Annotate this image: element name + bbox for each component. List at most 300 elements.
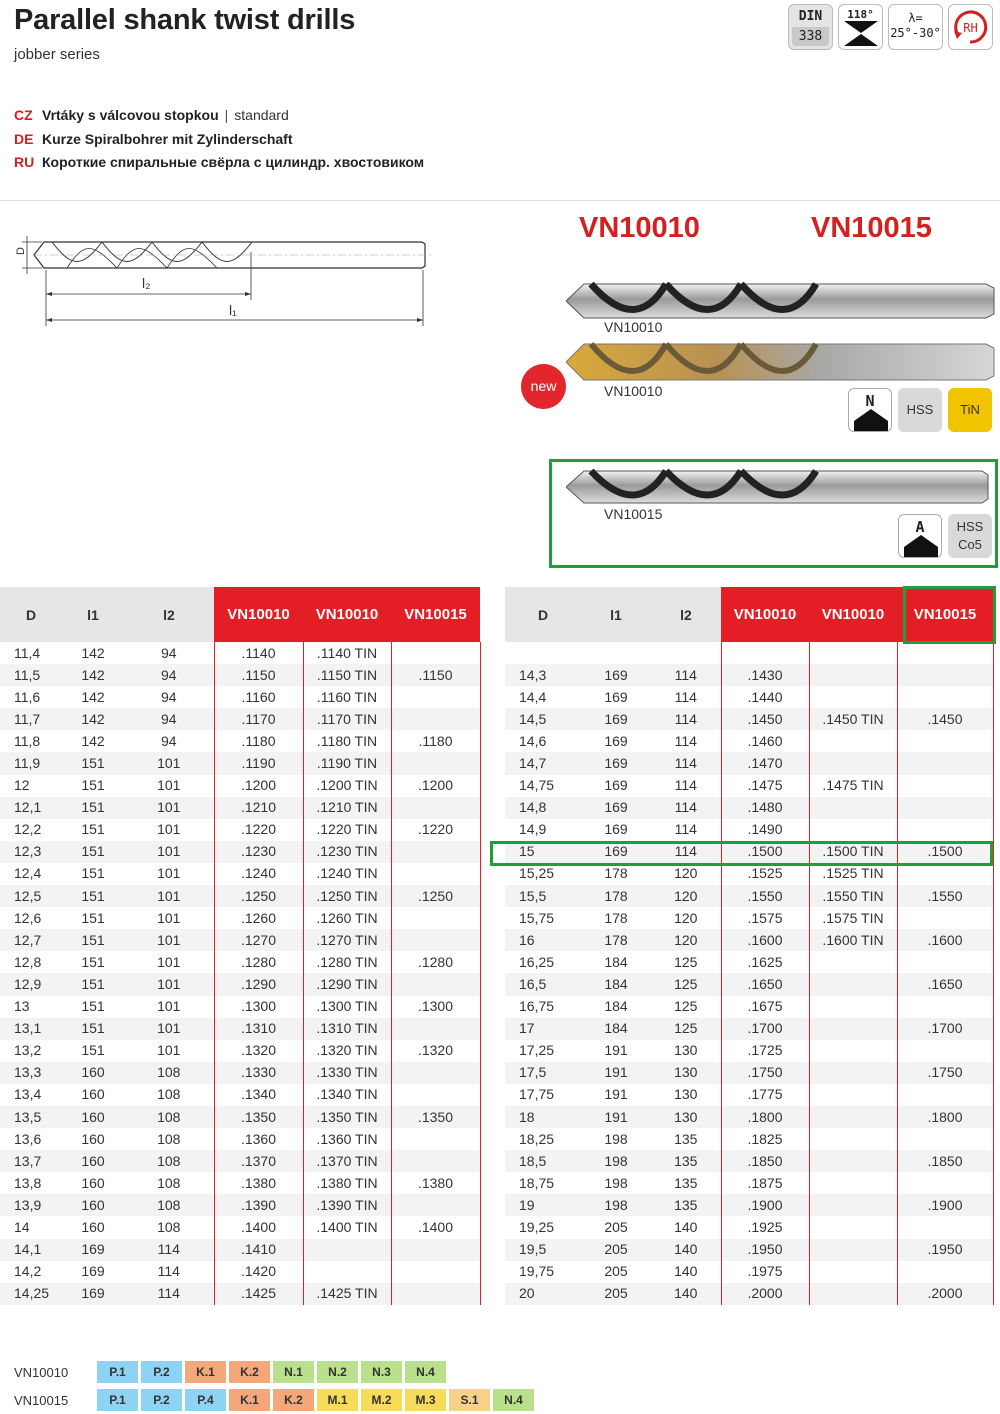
col-header-d: D [505,587,581,642]
cell-d: 13,2 [14,1042,42,1059]
table-row [0,819,480,841]
cell-vn10010-tin [809,1018,897,1040]
table-row [0,1261,480,1283]
cell-vn10010-tin: .1280 TIN [303,951,391,973]
cell-l2: 140 [651,1283,721,1305]
table-row [505,819,993,841]
cell-vn10010: .1170 [214,708,303,730]
cell-vn10015: .1320 [391,1040,480,1062]
col-header-l1: l1 [62,587,124,642]
table-row [0,664,480,686]
cell-vn10010-tin [303,1239,391,1261]
table-row [0,775,480,797]
material-group-chip: N.2 [317,1361,358,1383]
cell-vn10010-tin: .1390 TIN [303,1194,391,1216]
point-shape-icon [854,409,888,431]
cell-l1: 178 [581,885,651,907]
table-row [0,1062,480,1084]
cell-l2: 108 [124,1106,214,1128]
cell-vn10010: .1240 [214,863,303,885]
angle-shape-icon [841,21,881,47]
cell-vn10010-tin: .1290 TIN [303,973,391,995]
table-row [505,1128,993,1150]
cell-d: 12,6 [14,909,42,926]
cell-l1: 151 [62,1018,124,1040]
cell-vn10010: .1420 [214,1261,303,1283]
cell-l1: 151 [62,929,124,951]
cell-d: 18,75 [519,1174,555,1191]
cell-d: 14,6 [519,732,547,749]
cell-vn10015 [391,752,480,774]
cell-l1: 184 [581,973,651,995]
cell-vn10015 [897,1128,993,1150]
table-row [505,1062,993,1084]
cell-vn10015: .1550 [897,885,993,907]
cell-vn10015: .1150 [391,664,480,686]
material-group-chip: P.2 [141,1389,182,1411]
table-row [0,1194,480,1216]
legend-label: VN10010 [14,1364,69,1380]
cell-vn10010-tin [809,1239,897,1261]
din-number: 338 [792,27,829,46]
cell-vn10015 [391,1018,480,1040]
col-header-vn10015: VN10015 [391,587,480,642]
cell-vn10010-tin: .1525 TIN [809,863,897,885]
cell-l1: 151 [81,998,105,1015]
cell-vn10010-tin: .1250 TIN [303,885,391,907]
language-code: CZ [14,107,33,123]
cell-vn10010-tin: .1240 TIN [303,863,391,885]
cell-vn10010-tin: .1140 TIN [303,642,391,664]
col-header-vn10015: VN10015 [897,587,993,642]
cell-d: 14,4 [519,688,547,705]
cell-vn10010-tin: .1575 TIN [809,907,897,929]
highlight-frame-row-15 [490,841,993,866]
cell-d: 15,75 [519,909,555,926]
coating-tin-badge: TiN [948,388,992,432]
cell-l1: 151 [81,777,105,794]
cell-vn10010: .1270 [214,929,303,951]
cell-vn10015 [897,996,993,1018]
cell-vn10010: .1575 [721,907,809,929]
table-row [505,929,993,951]
cell-l2: 114 [651,708,721,730]
cell-d: 16 [505,929,581,951]
cell-vn10010-tin [809,797,897,819]
cell-l2: 108 [157,1174,181,1191]
material-group-chip: K.1 [229,1389,270,1411]
cell-vn10010-tin: .1350 TIN [303,1106,391,1128]
cell-l1: 169 [581,797,651,819]
cell-vn10010-tin [809,1216,897,1238]
cell-l1: 191 [604,1086,628,1103]
cell-l2: 114 [124,1239,214,1261]
cell-vn10010: .1850 [721,1150,809,1172]
table-row [505,1084,993,1106]
col-header-vn10010: VN10010 [214,587,303,642]
cell-vn10010: .1280 [214,951,303,973]
cell-l2: 108 [157,1086,181,1103]
cell-vn10010: .1370 [214,1150,303,1172]
table-row [505,885,993,907]
cell-vn10010: .1330 [214,1062,303,1084]
cell-l1: 191 [581,1062,651,1084]
material-group-legend [14,1358,537,1414]
material-group-chip: S.1 [449,1389,490,1411]
cell-vn10010-tin: .1310 TIN [303,1018,391,1040]
cell-d: 12 [14,777,30,794]
cell-l2: 125 [674,998,698,1015]
cell-vn10015: .1600 [897,929,993,951]
table-row [505,1040,993,1062]
cell-d: 13,4 [14,1086,42,1103]
cell-l1: 142 [62,664,124,686]
table-row [505,686,993,708]
table-row [505,973,993,995]
cell-l2: 130 [651,1106,721,1128]
cell-l2 [651,642,721,664]
cell-vn10015: .1350 [391,1106,480,1128]
cell-l2: 130 [651,1062,721,1084]
cell-vn10015 [897,775,993,797]
cell-vn10015: .1900 [897,1194,993,1216]
material-group-chip: K.2 [273,1389,314,1411]
table-row [0,730,480,752]
cell-vn10015 [391,1239,480,1261]
divider [0,200,1000,201]
cell-vn10010: .1150 [214,664,303,686]
language-extra: standard [234,107,289,123]
cell-vn10010-tin [809,1172,897,1194]
cell-d: 15,5 [505,885,581,907]
cell-vn10015 [897,752,993,774]
table-row [505,1018,993,1040]
cell-vn10010: .1475 [721,775,809,797]
table-row [505,1194,993,1216]
cell-l2: 120 [674,909,698,926]
cell-l2: 120 [674,865,698,882]
table-row [505,1172,993,1194]
cell-vn10010-tin: .1370 TIN [303,1150,391,1172]
table-row [505,1239,993,1261]
cell-vn10010: .1625 [721,951,809,973]
cell-vn10010: .1250 [214,885,303,907]
cell-vn10015 [391,686,480,708]
cell-l2: 101 [124,973,214,995]
cell-l1: 169 [581,841,651,863]
cell-d: 11,6 [14,688,41,705]
cell-l2: 101 [124,752,214,774]
cell-vn10015: .1400 [391,1216,480,1238]
table-row [0,1150,480,1172]
cell-l1: 142 [62,708,124,730]
cell-l2: 94 [160,644,177,661]
cell-vn10015: .1500 [897,841,993,863]
col-header-l1: l1 [581,587,651,642]
cell-vn10010: .1480 [721,797,809,819]
point-type-label: A [915,518,925,536]
drill-image-hss-co5 [566,467,994,507]
legend-row-vn10015 [14,1386,537,1414]
right-hand-rotation-icon [948,4,993,50]
material-group-chip: N.4 [405,1361,446,1383]
cell-d: 14,7 [505,752,581,774]
cell-vn10015: .1280 [391,951,480,973]
cell-vn10010: .1775 [721,1084,809,1106]
cell-vn10010-tin [809,1106,897,1128]
cell-l2: 114 [674,777,697,794]
cell-d: 18,25 [519,1130,555,1147]
cell-vn10010-tin [809,752,897,774]
size-table-right [505,587,994,1305]
cell-d: 12,1 [0,797,62,819]
col-header-l2: l2 [651,587,721,642]
cell-d: 19,75 [519,1263,555,1280]
cell-vn10010-tin [809,1150,897,1172]
cell-vn10010: .1650 [721,973,809,995]
drill-dimension-drawing [12,222,432,332]
cell-l1: 151 [62,752,124,774]
cell-l1: 169 [604,777,628,794]
cell-vn10010-tin: .1330 TIN [303,1062,391,1084]
cell-vn10010-tin [809,1194,897,1216]
drill-caption-1: VN10010 [604,319,663,335]
table-row [505,1261,993,1283]
cell-l1: 198 [604,1130,628,1147]
language-text: Vrtáky s válcovou stopkou [42,107,219,123]
cell-vn10010: .1490 [721,819,809,841]
material-hss-badge: HSS [898,388,942,432]
cell-vn10010: .1310 [214,1018,303,1040]
cell-vn10010-tin [809,1283,897,1305]
cell-l2: 114 [651,664,721,686]
helix-angle-icon [888,4,943,50]
cell-vn10015 [897,1084,993,1106]
cell-l1: 205 [581,1283,651,1305]
language-row-ru [14,151,424,175]
cell-vn10015 [897,686,993,708]
drill-image-tin [566,340,1000,384]
col-header-vn10010: VN10010 [721,587,809,642]
cell-vn10010-tin: .1180 TIN [303,730,391,752]
cell-vn10015: .1300 [391,996,480,1018]
cell-l2: 135 [651,1194,721,1216]
cell-d: 12,4 [14,865,42,882]
cell-l1: 184 [604,953,628,970]
cell-l2: 120 [651,929,721,951]
cell-vn10010-tin: .1340 TIN [303,1084,391,1106]
cell-l1: 151 [81,821,105,838]
page-title: Parallel shank twist drills [14,4,356,36]
cell-d: 14,1 [0,1239,62,1261]
cell-vn10010: .1675 [721,996,809,1018]
cell-l2: 101 [157,1042,181,1059]
cell-l1: 151 [62,797,124,819]
cell-d: 12,2 [14,821,42,838]
table-row [505,907,993,929]
cell-l2: 130 [674,1086,698,1103]
cell-l1: 198 [581,1150,651,1172]
table-row [505,797,993,819]
cell-vn10010-tin: .1600 TIN [809,929,897,951]
cell-vn10015 [897,1216,993,1238]
table-row [0,907,480,929]
cell-d [505,642,581,664]
cell-l2: 101 [157,998,181,1015]
table-row [505,775,993,797]
cell-d: 14,8 [505,797,581,819]
table-row [0,1084,480,1106]
cell-vn10010: .1800 [721,1106,809,1128]
cell-l1: 142 [81,644,105,661]
cell-vn10015 [391,841,480,863]
cell-l2: 114 [651,797,721,819]
table-row [0,1040,480,1062]
cell-vn10010-tin: .1190 TIN [303,752,391,774]
language-row-de [14,128,424,152]
table-row [0,752,480,774]
table-row [0,929,480,951]
cell-l2: 101 [157,865,181,882]
dimension-d-label: D [15,247,27,255]
cell-l1: 198 [581,1194,651,1216]
material-group-chip: K.1 [185,1361,226,1383]
cell-l2: 120 [651,885,721,907]
cell-l2: 114 [674,688,697,705]
cell-l2: 101 [157,777,181,794]
cell-vn10010-tin: .1400 TIN [303,1216,391,1238]
cell-vn10015 [391,1062,480,1084]
cell-vn10010: .1360 [214,1128,303,1150]
cell-l2: 114 [651,841,721,863]
cell-vn10015 [897,863,993,885]
cell-l2: 140 [651,1239,721,1261]
cell-l1: 169 [581,664,651,686]
cell-l2: 114 [651,752,721,774]
cell-vn10010: .2000 [721,1283,809,1305]
cell-d: 13,6 [14,1130,42,1147]
cell-d: 15,25 [519,865,555,882]
cell-vn10015: .1950 [897,1239,993,1261]
cell-vn10015: .1250 [391,885,480,907]
cell-l1: 205 [581,1239,651,1261]
cell-vn10015 [391,1194,480,1216]
cell-vn10010-tin [809,951,897,973]
cell-d: 12,9 [0,973,62,995]
cell-l2: 135 [674,1130,698,1147]
cell-vn10010: .1500 [721,841,809,863]
cell-l1: 151 [62,973,124,995]
cell-d: 16,75 [519,998,555,1015]
cell-l2: 108 [124,1194,214,1216]
table-row [0,686,480,708]
material-group-chip: P.1 [97,1389,138,1411]
cell-vn10010-tin [809,996,897,1018]
cell-l1: 160 [62,1150,124,1172]
cell-d: 12,5 [0,885,62,907]
language-code: RU [14,154,35,170]
table-row [0,708,480,730]
cell-vn10010-tin: .1230 TIN [303,841,391,863]
cell-d: 14,5 [505,708,581,730]
cell-vn10010-tin [809,686,897,708]
cell-vn10010: .1290 [214,973,303,995]
cell-vn10010: .1450 [721,708,809,730]
cell-l1: 151 [81,953,105,970]
material-group-chip: P.2 [141,1361,182,1383]
cell-vn10010-tin: .1550 TIN [809,885,897,907]
cell-vn10015: .1850 [897,1150,993,1172]
cell-vn10015: .1800 [897,1106,993,1128]
dimension-l1-label: l₁ [229,302,237,318]
cell-vn10015 [897,730,993,752]
material-group-chip: P.1 [97,1361,138,1383]
cell-l2: 101 [124,1018,214,1040]
cell-d: 11,7 [0,708,62,730]
rotation-label: RH [963,21,978,35]
cell-vn10010-tin: .1170 TIN [303,708,391,730]
cell-d: 13,8 [14,1174,42,1191]
cell-l2: 101 [124,797,214,819]
cell-vn10010: .1750 [721,1062,809,1084]
table-row [505,664,993,686]
cell-vn10010-tin: .1450 TIN [809,708,897,730]
table-row [505,996,993,1018]
cell-vn10010-tin: .1150 TIN [303,664,391,686]
cell-l2: 101 [124,885,214,907]
cell-l2: 125 [651,1018,721,1040]
cell-vn10010-tin: .1320 TIN [303,1040,391,1062]
cell-l1: 151 [62,841,124,863]
cell-d: 17,75 [519,1086,555,1103]
product-code-vn10010: VN10010 [579,212,700,244]
cell-l1: 169 [581,752,651,774]
language-code: DE [14,130,34,147]
cell-vn10015: .1220 [391,819,480,841]
point-type-a-icon [898,514,942,558]
cell-l2: 108 [157,1218,181,1235]
cell-vn10010: .1925 [721,1216,809,1238]
cell-vn10015 [897,907,993,929]
cell-l1: 169 [604,688,628,705]
cell-vn10010: .1550 [721,885,809,907]
table-row [0,885,480,907]
cell-l2: 125 [674,953,698,970]
cell-vn10015 [897,951,993,973]
cell-d: 13,7 [0,1150,62,1172]
language-list [14,104,424,175]
cell-d: 13,9 [0,1194,62,1216]
cell-d: 20 [505,1283,581,1305]
cell-l2: 114 [674,821,697,838]
cell-d: 19,5 [505,1239,581,1261]
table-row [0,1106,480,1128]
cell-l2: 135 [651,1150,721,1172]
cell-d: 11,9 [0,752,62,774]
cell-vn10010-tin [809,819,897,841]
point-type-n-icon [848,388,892,432]
cell-l1: 169 [581,708,651,730]
cell-d: 19,25 [519,1218,555,1235]
cell-vn10010: .1230 [214,841,303,863]
table-row [0,973,480,995]
cell-vn10015 [391,1150,480,1172]
cell-l1: 205 [604,1218,628,1235]
legend-label: VN10015 [14,1392,69,1408]
cell-vn10015 [897,1261,993,1283]
cell-d: 12,7 [0,929,62,951]
col-header-d: D [0,587,62,642]
